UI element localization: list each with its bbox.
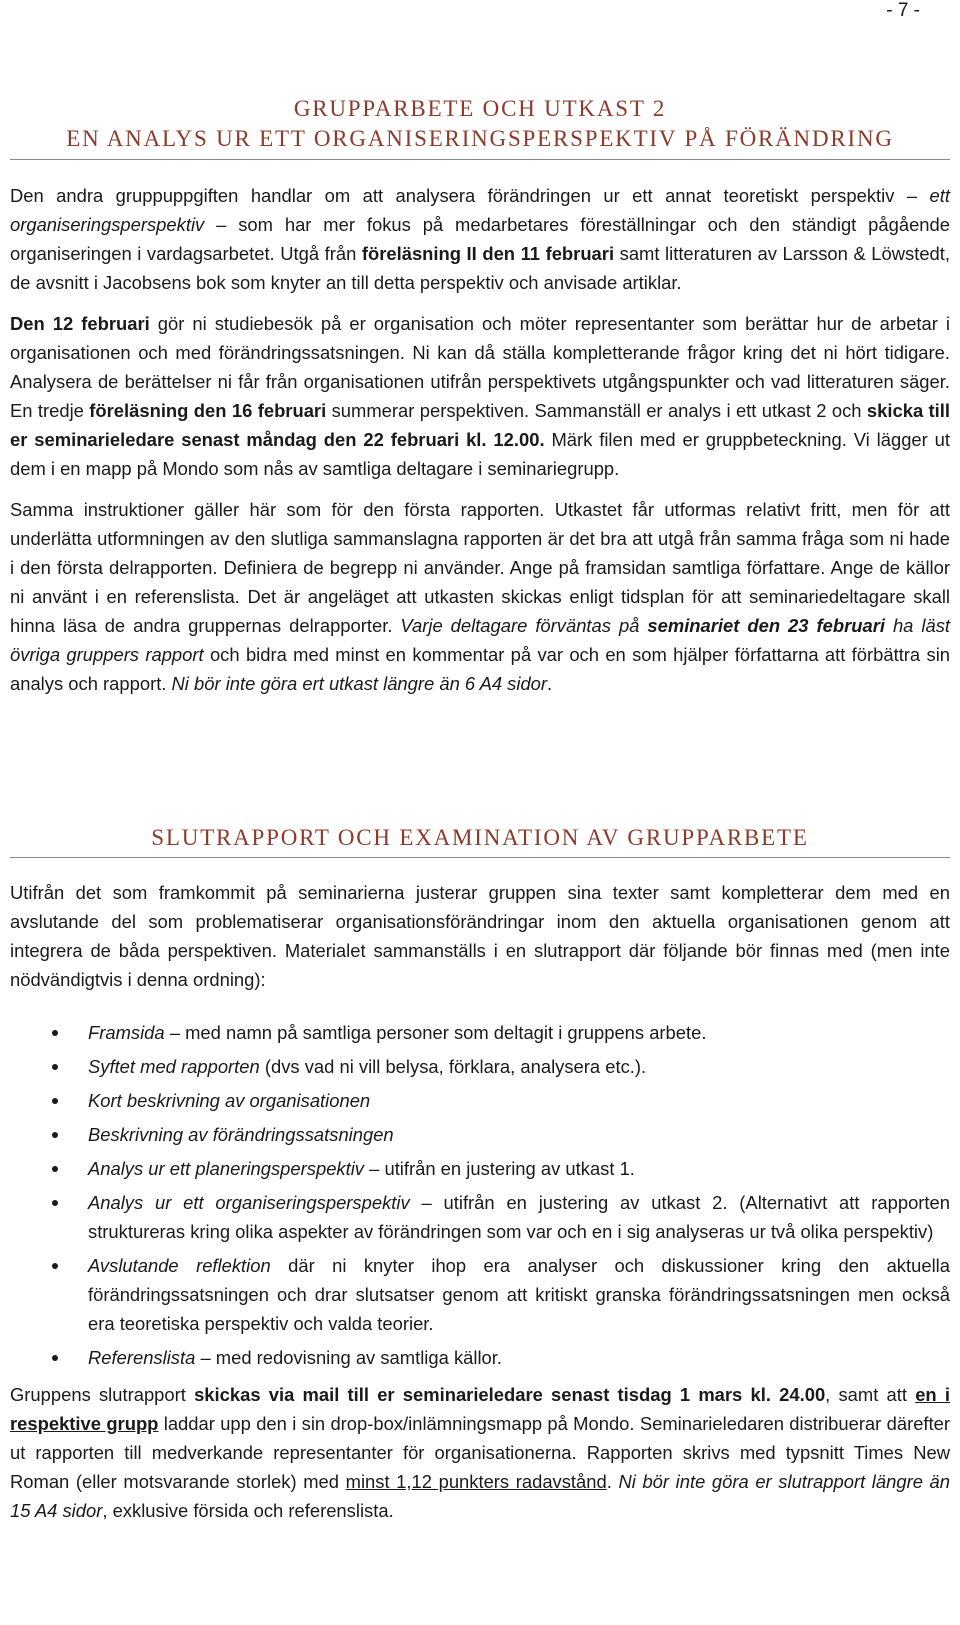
section-heading-group-work-2 xyxy=(0,94,960,154)
page-number: - 7 - xyxy=(886,0,920,21)
list-item xyxy=(10,1343,950,1372)
bullet-icon xyxy=(52,1263,58,1269)
heading-line-1: GRUPPARBETE OCH UTKAST 2 xyxy=(293,96,667,121)
paragraph-instructions xyxy=(10,495,950,698)
section-group-work-2 xyxy=(10,181,950,710)
text: , samt att xyxy=(825,1384,916,1405)
text: Samma instruktioner gäller här som för den första rapporten. Utkastet får utformas relativt fritt, men för att underlätta utformningen av den slutliga sammanslagna rapporten är det bra att utgå från samma fråga som ni hade i den första delrapporten. Definiera de begrepp ni använder. Ange på framsidan samtliga författare. Ange de källor ni använt i en referenslista. Det är angeläget att utkasten skickas enligt tidsplan för att seminariedeltagare skall hinna läsa de andra gruppernas delrapporter. xyxy=(10,499,950,636)
text-italic: Syftet med rapporten xyxy=(88,1056,260,1077)
text-bold-underlined: en i respektive grupp xyxy=(10,1384,950,1434)
list-item xyxy=(10,1018,950,1047)
text-italic: Beskrivning av förändringssatsningen xyxy=(88,1124,394,1145)
list-item xyxy=(10,1120,950,1149)
text-italic: Ni bör inte göra er slutrapport längre än 15 A4 sidor xyxy=(10,1471,950,1521)
text: Den andra gruppuppgiften handlar om att analysera förändringen ur ett annat teoretiskt perspektiv – xyxy=(10,185,930,206)
text: . xyxy=(606,1471,619,1492)
text-bold: skickas via mail till er seminarieledare senast tisdag 1 mars kl. 24.00 xyxy=(194,1384,826,1405)
text-bold: Den 12 februari xyxy=(10,313,150,334)
paragraph-submission xyxy=(10,1380,950,1525)
list-item xyxy=(10,1052,950,1081)
text-underlined: minst 1,12 punkters radavstånd xyxy=(345,1471,607,1492)
paragraph-study-visit xyxy=(10,309,950,483)
text: – med namn på samtliga personer som deltagit i gruppens arbete. xyxy=(164,1022,707,1043)
section-final-report xyxy=(10,878,950,1537)
text: , exklusive försida och referenslista. xyxy=(102,1500,394,1521)
bullet-icon xyxy=(52,1098,58,1104)
text: – med redovisning av samtliga källor. xyxy=(195,1347,502,1368)
list-item xyxy=(10,1154,950,1183)
list-item xyxy=(10,1188,950,1246)
text-italic: Avslutande reflektion xyxy=(88,1255,271,1276)
bullet-icon xyxy=(52,1166,58,1172)
text: gör ni studiebesök på er organisation och möter representanter som berättar hur de arbetar i organisationen och med förändringssatsningen. Ni kan då ställa kompletterande frågor kring det ni hört tidigare. Analysera de berättelser ni får från organisationen utifrån perspektivets utgångspunkter och vad litteraturen säger. En tredje xyxy=(10,313,950,421)
text: . xyxy=(547,673,553,694)
text-italic: ha läst övriga gruppers rapport xyxy=(10,615,951,665)
text-italic: Analys ur ett organiseringsperspektiv xyxy=(88,1192,410,1213)
list-item xyxy=(10,1086,950,1115)
text-italic: Kort beskrivning av organisationen xyxy=(88,1090,371,1111)
text: – utifrån en justering av utkast 1. xyxy=(364,1158,635,1179)
text-bold: föreläsning den 16 februari xyxy=(89,400,327,421)
heading-final-report: SLUTRAPPORT OCH EXAMINATION AV GRUPPARBETE xyxy=(151,825,809,850)
text-bold: seminariet den 23 februari xyxy=(647,615,885,636)
heading-line-2: EN ANALYS UR ETT ORGANISERINGSPERSPEKTIV PÅ FÖRÄNDRING xyxy=(66,126,894,151)
text: summerar perspektiven. Sammanställ er analys i ett utkast 2 och xyxy=(326,400,867,421)
text-bold: skicka till er seminarieledare senast måndag den 22 februari kl. 12.00. xyxy=(10,400,951,450)
report-contents-list xyxy=(10,1018,950,1372)
paragraph-final-intro: Utifrån det som framkommit på seminarierna justerar gruppen sina texter samt kompletterar dem med en avslutande del som problematiserar organisationsförändringar inom den aktuella organisationen genom att integrera de båda perspektiven. Materialet sammanställs i en slutrapport där följande bör finnas med (men inte nödvändigtvis i denna ordning): xyxy=(10,882,950,990)
bullet-icon xyxy=(52,1132,58,1138)
bullet-icon xyxy=(52,1030,58,1036)
text: Gruppens slutrapport xyxy=(10,1384,195,1405)
text: där ni knyter ihop era analyser och diskussioner kring den aktuella förändringssatsningen och drar slutsatser genom att kritiskt granska förändringssatsningen men också era teoretiska perspektiv och valda teorier. xyxy=(88,1255,950,1334)
bullet-icon xyxy=(52,1200,58,1206)
heading-divider xyxy=(10,857,950,858)
text-italic: ett organiseringsperspektiv xyxy=(10,185,950,235)
text-italic: Varje deltagare förväntas på xyxy=(400,615,648,636)
heading-divider xyxy=(10,159,950,160)
text: – utifrån en justering av utkast 2. (Alternativt att rapporten struktureras kring olika aspekter av förändringen som var och en i sig analyseras ur två olika perspektiv) xyxy=(88,1192,950,1242)
text-italic: Referenslista xyxy=(88,1347,196,1368)
text: Märk filen med er gruppbeteckning. Vi lägger ut dem i en mapp på Mondo som nås av samtliga deltagare i seminariegrupp. xyxy=(10,429,950,479)
text: – som har mer fokus på medarbetares föreställningar och den ständigt pågående organiseringen i vardagsarbetet. Utgå från xyxy=(10,214,950,264)
bullet-icon xyxy=(52,1355,58,1361)
text-italic: Ni bör inte göra ert utkast längre än 6 A4 sidor xyxy=(171,673,548,694)
text: (dvs vad ni vill belysa, förklara, analysera etc.). xyxy=(259,1056,647,1077)
bullet-icon xyxy=(52,1064,58,1070)
text-bold-italic xyxy=(647,615,885,636)
text: och bidra med minst en kommentar på var och en som hjälper författarna att förbättra sin analys och rapport. xyxy=(10,644,951,694)
list-item xyxy=(10,1251,950,1338)
text-italic: Analys ur ett planeringsperspektiv xyxy=(88,1158,365,1179)
text: samt litteraturen av Larsson & Löwstedt, de avsnitt i Jacobsens bok som knyter an till detta perspektiv och anvisade artiklar. xyxy=(10,243,950,293)
text: laddar upp den i sin drop-box/inlämningsmapp på Mondo. Seminarieledaren distribuerar därefter ut rapporten till medverkande representanter för organisationerna. Rapporten skrivs med typsnitt Times New Roman (eller motsvarande storlek) med xyxy=(10,1413,950,1492)
text-bold: föreläsning II den 11 februari xyxy=(361,243,615,264)
paragraph-task-intro xyxy=(10,181,950,297)
section-heading-final-report xyxy=(0,823,960,853)
text-italic: Framsida xyxy=(88,1022,165,1043)
